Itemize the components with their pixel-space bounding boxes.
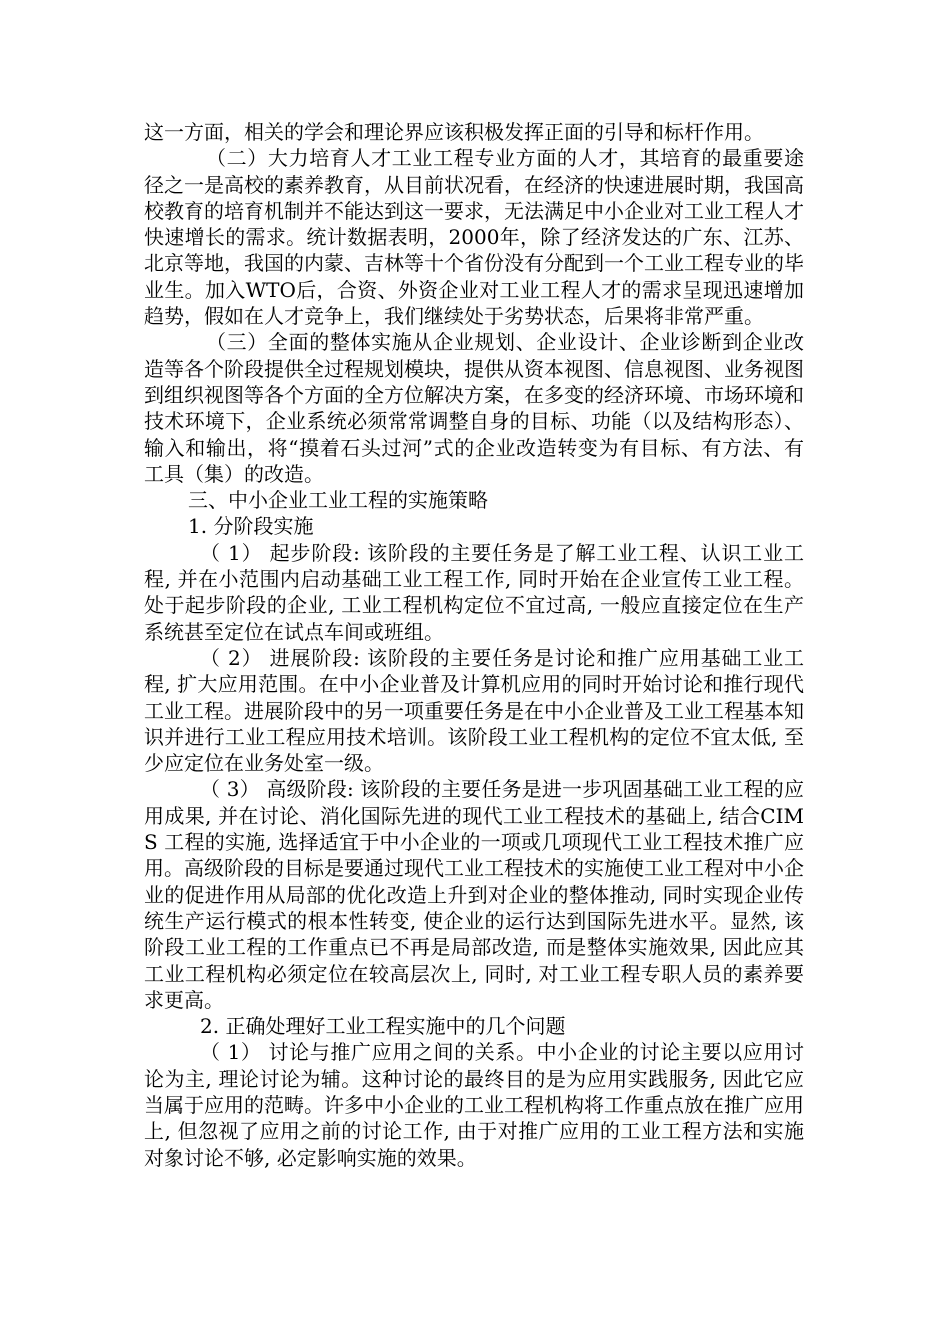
- document-page: [144, 119, 804, 1171]
- paragraph-continuation: 这一方面，相关的学会和理论界应该积极发挥正面的引导和标杆作用。: [144, 120, 764, 144]
- subheading-handle-issues: 2. 正确处理好工业工程实施中的几个问题: [200, 1014, 566, 1039]
- paragraph-advanced-stage: （ 3） 高级阶段: 该阶段的主要任务是进一步巩固基础工业工程的应用成果, 并在讨论、消化国际先进的现代工业工程技术的基础上, 结合CIMS 工程的实施, 选择适宜于中小企业的一项或几项现代工业工程技术推广应用。高级阶段的目标是要通过现代工业工程技术的实施使工业工程对中小企业的促进作用从局部的优化改造上升到对企业的整体推动, 同时实现企业传统生产运行模式的根本性转变, 使企业的运行达到国际先进水平。显然, 该阶段工业工程的工作重点已不再是局部改造, 而是整体实施效果, 因此应其工业工程机构必须定位在较高层次上, 同时, 对工业工程专职人员的素养要求更高。: [144, 777, 804, 1012]
- paragraph-research-vs-application: （ 1） 讨论与推广应用之间的关系。中小企业的讨论主要以应用讨论为主, 理论讨论为辅。这种讨论的最终目的是为应用实践服务, 因此它应当属于应用的范畴。许多中小企业的工业工程机构将工作重点放在推广应用上, 但忽视了应用之前的讨论工作, 由于对推广应用的工业工程方法和实施对象讨论不够, 必定影响实施的效果。: [144, 1040, 804, 1170]
- paragraph-talent-cultivation: （二）大力培育人才工业工程专业方面的人才，其培育的最重要途径之一是高校的素养教育，从目前状况看，在经济的快速进展时期，我国高校教育的培育机制并不能达到这一要求，无法满足中小企业对工业工程人才快速增长的需求。统计数据表明，2000年，除了经济发达的广东、江苏、北京等地，我国的内蒙、吉林等十个省份没有分配到一个工业工程专业的毕业生。加入WTO后，合资、外资企业对工业工程人才的需求呈现迅速增加趋势，假如在人才竞争上，我们继续处于劣势状态，后果将非常严重。: [144, 146, 804, 329]
- subheading-phased-implementation: 1. 分阶段实施: [188, 514, 314, 539]
- paragraph-overall-implementation: （三）全面的整体实施从企业规划、企业设计、企业诊断到企业改造等各个阶段提供全过程规划模块，提供从资本视图、信息视图、业务视图到组织视图等各个方面的全方位解决方案，在多变的经济环境、市场环境和技术环境下，企业系统必须常常调整自身的目标、功能（以及结构形态）、输入和输出，将“摸着石头过河”式的企业改造转变为有目标、有方法、有工具（集）的改造。: [144, 330, 804, 486]
- paragraph-starting-stage: （ 1） 起步阶段: 该阶段的主要任务是了解工业工程、认识工业工程, 并在小范围内启动基础工业工程工作, 同时开始在企业宣传工业工程。处于起步阶段的企业, 工业工程机构定位不宜过高, 一般应直接定位在生产系统甚至定位在试点车间或班组。: [144, 540, 804, 644]
- section-heading-strategy: 三、中小企业工业工程的实施策略: [188, 488, 488, 513]
- paragraph-development-stage: （ 2） 进展阶段: 该阶段的主要任务是讨论和推广应用基础工业工程, 扩大应用范围。在中小企业普及计算机应用的同时开始讨论和推行现代工业工程。进展阶段中的另一项重要任务是在中小企业普及工业工程基本知识并进行工业工程应用技术培训。该阶段工业工程机构的定位不宜太低, 至少应定位在业务处室一级。: [144, 645, 804, 776]
